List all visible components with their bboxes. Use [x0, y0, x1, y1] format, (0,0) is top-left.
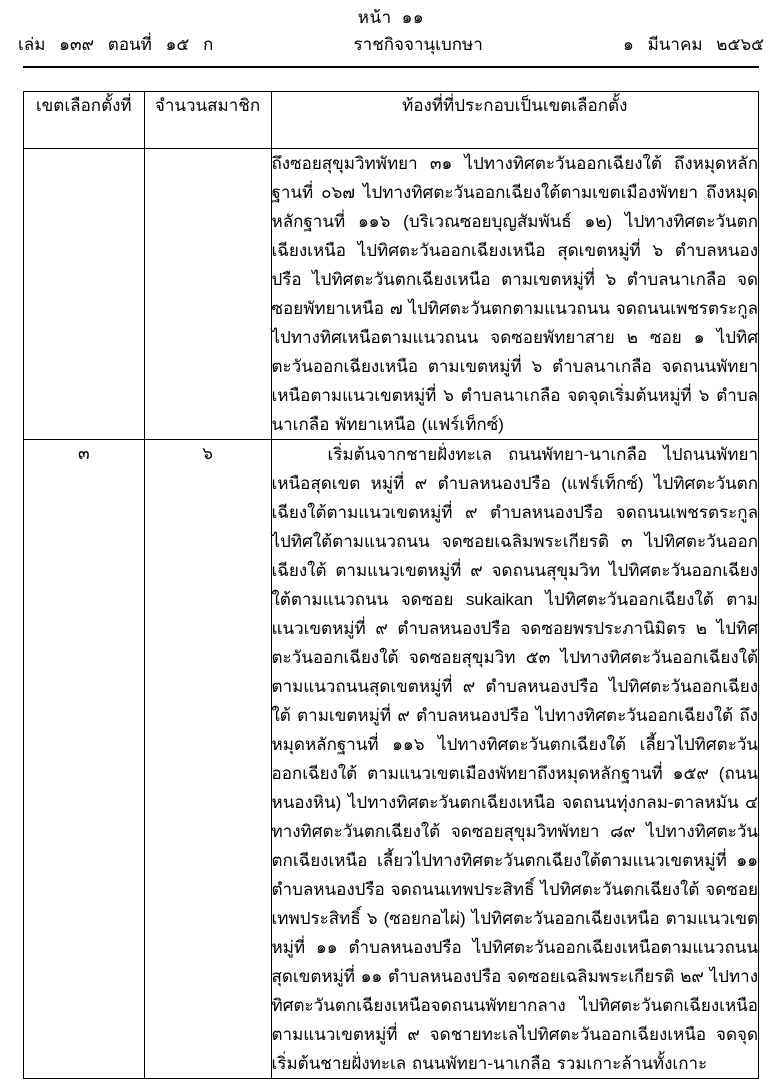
publication-date	[623, 32, 764, 58]
masthead-row	[18, 32, 764, 58]
volume-label: เล่ม	[18, 35, 46, 54]
cell-district-number: ๓	[24, 440, 144, 1079]
date-month: มีนาคม	[647, 35, 703, 54]
table-header-row	[24, 92, 758, 149]
cell-area-description	[271, 149, 758, 440]
table-header	[24, 92, 758, 149]
volume-number: ๑๓๙	[59, 35, 95, 54]
page-number: ๑๑	[401, 8, 425, 27]
column-header-members: จำนวนสมาชิก	[144, 92, 271, 149]
publication-title: ราชกิจจานุเบกษา	[353, 35, 483, 54]
page-masthead	[0, 0, 782, 72]
table-row	[24, 440, 758, 1079]
page-number-line	[18, 6, 764, 30]
table-row	[24, 149, 758, 440]
page-label: หน้า	[357, 8, 392, 27]
part-label: ตอนที่	[107, 35, 152, 54]
constituency-table	[24, 92, 758, 1079]
cell-district-number	[24, 149, 144, 440]
column-header-area: ท้องที่ที่ประกอบเป็นเขตเลือกตั้ง	[271, 92, 758, 149]
part-number: ๑๕	[165, 35, 190, 54]
date-day: ๑	[623, 35, 634, 54]
cell-area-description	[271, 440, 758, 1079]
masthead-divider	[23, 66, 759, 68]
table-body	[24, 149, 758, 1079]
volume-part-group	[18, 32, 213, 58]
constituency-table-wrapper	[23, 91, 759, 1079]
date-year: ๒๕๖๕	[716, 35, 764, 54]
cell-member-count: ๖	[144, 440, 271, 1079]
area-description-text: เริ่มต้นจากชายฝั่งทะเล ถนนพัทยา-นาเกลือ ไปถนนพัทยาเหนือสุดเขต หมู่ที่ ๙ ตำบลหนองปรือ (แฟร์เท็กซ์) ไปทิศตะวันตกเฉียงใต้ตามแนวเขตหมู่ที่ ๙ ตำบลหนองปรือ จดถนนเพชรตระกูล ไปทิศใต้ตามแนวถนน จดซอยเฉลิมพระเกียรติ ๓ ไปทิศตะวันออกเฉียงใต้ ตามแนวเขตหมู่ที่ ๙ จดถนนสุขุมวิท ไปทิศตะวันออกเฉียงใต้ตามแนวถนน จดซอย sukaikan ไปทิศตะวันออกเฉียงใต้ ตามแนวเขตหมู่ที่ ๙ ตำบลหนองปรือ จดซอยพรประภานิมิตร ๒ ไปทิศตะวันออกเฉียงใต้ จดซอยสุขุมวิท ๕๓ ไปทางทิศตะวันออกเฉียงใต้ ตามแนวถนนสุดเขตหมู่ที่ ๙ ตำบลหนองปรือ ไปทิศตะวันออกเฉียงใต้ ตามเขตหมู่ที่ ๙ ตำบลหนองปรือ ไปทางทิศตะวันออกเฉียงใต้ ถึงหมุดหลักฐานที่ ๑๑๖ ไปทางทิศตะวันตกเฉียงใต้ เลี้ยวไปทิศตะวันออกเฉียงใต้ ตามแนวเขตเมืองพัทยาถึงหมุดหลักฐานที่ ๑๕๙ (ถนนหนองหิน) ไปทางทิศตะวันตกเฉียงเหนือ จดถนนทุ่งกลม-ตาลหมัน ๔ ทางทิศตะวันตกเฉียงใต้ จดซอยสุขุมวิทพัทยา ๘๙ ไปทางทิศตะวันตกเฉียงเหนือ เลี้ยวไปทางทิศตะวันตกเฉียงใต้ตามแนวเขตหมู่ที่ ๑๑ ตำบลหนองปรือ จดถนนเทพประสิทธิ์ ไปทิศตะวันตกเฉียงใต้ จดซอยเทพประสิทธิ์ ๖ (ซอยกอไผ่) ไปทิศตะวันออกเฉียงเหนือ ตามแนวเขตหมู่ที่ ๑๑ ตำบลหนองปรือ ไปทิศตะวันออกเฉียงเหนือตามแนวถนน สุดเขตหมู่ที่ ๑๑ ตำบลหนองปรือ จดซอยเฉลิมพระเกียรติ ๒๙ ไปทางทิศตะวันตกเฉียงเหนือจดถนนพัทยากลาง ไปทิศตะวันตกเฉียงเหนือ ตามแนวเขตหมู่ที่ ๙ จดชายทะเลไปทิศตะวันออกเฉียงเหนือ จดจุดเริ่มต้นชายฝั่งทะเล ถนนพัทยา-นาเกลือ รวมเกาะล้านทั้งเกาะ	[271, 445, 758, 1073]
part-suffix: ก	[203, 35, 214, 54]
cell-member-count	[144, 149, 271, 440]
column-header-district: เขตเลือกตั้งที่	[24, 92, 144, 149]
area-description-text: ถึงซอยสุขุมวิทพัทยา ๓๑ ไปทางทิศตะวันออกเฉียงใต้ ถึงหมุดหลักฐานที่ ๐๖๗ ไปทางทิศตะวันออกเฉียงใต้ตามเขตเมืองพัทยา ถึงหมุดหลักฐานที่ ๑๑๖ (บริเวณซอยบุญสัมพันธ์ ๑๒) ไปทางทิศตะวันตกเฉียงเหนือ ไปทิศตะวันออกเฉียงเหนือ สุดเขตหมู่ที่ ๖ ตำบลหนองปรือ ไปทิศตะวันตกเฉียงเหนือ ตามเขตหมู่ที่ ๖ ตำบลนาเกลือ จดซอยพัทยาเหนือ ๗ ไปทิศตะวันตกตามแนวถนน จดถนนเพชรตระกูล ไปทางทิศเหนือตามแนวถนน จดซอยพัทยาสาย ๒ ซอย ๑ ไปทิศตะวันออกเฉียงเหนือ ตามเขตหมู่ที่ ๖ ตำบลนาเกลือ จดถนนพัทยาเหนือตามแนวเขตหมู่ที่ ๖ ตำบลนาเกลือ จดจุดเริ่มต้นหมู่ที่ ๖ ตำบลนาเกลือ พัทยาเหนือ (แฟร์เท็กซ์)	[271, 154, 758, 434]
